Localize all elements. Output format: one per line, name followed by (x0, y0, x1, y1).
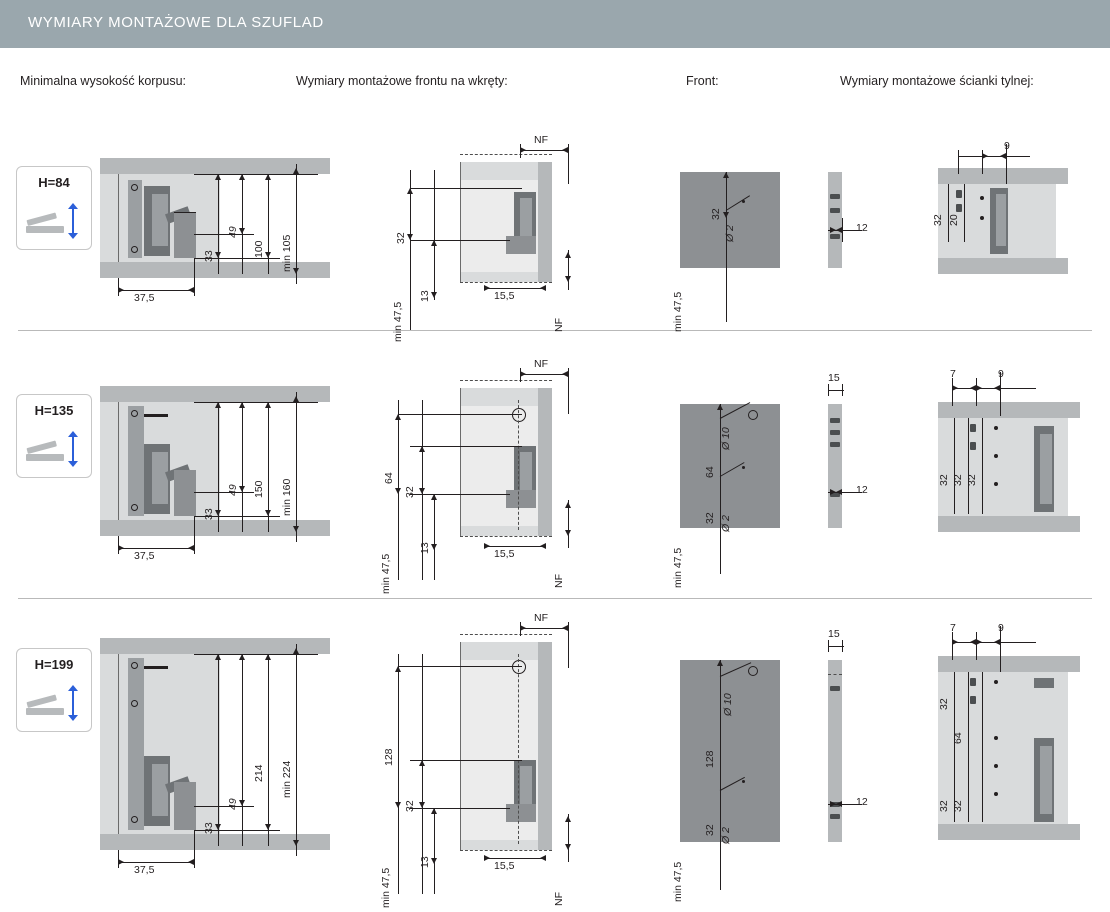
dim-r1c3-min475: min 47,5 (672, 291, 684, 332)
dim-r1c2-nf-bottom: NF (553, 318, 565, 332)
dim-r1c4-32: 32 (932, 214, 944, 226)
dim-r2c2-13: 13 (419, 542, 431, 554)
dim-r1c2-13: 13 (419, 290, 431, 302)
badge-label: H=84 (38, 175, 70, 190)
page-header (0, 0, 1110, 48)
badge-h199 (16, 648, 92, 732)
dim-r2c4-32b: 32 (952, 474, 964, 486)
dim-r3c1-214: 214 (253, 764, 265, 782)
dim-r1c4-9: 9 (1004, 140, 1010, 152)
figure-r2c4-back-wall (930, 368, 1110, 558)
dim-r3c3-32: 32 (704, 824, 716, 836)
dim-r2c3-15: 15 (828, 372, 840, 384)
dim-r2c3-64: 64 (704, 466, 716, 478)
dim-r1c3-12: 12 (856, 222, 868, 234)
dim-r3c4-9: 9 (998, 622, 1004, 634)
drawer-pictogram-icon (26, 685, 82, 719)
dim-r3c3-dia2: Ø 2 (720, 827, 732, 844)
dim-r2c4-32a: 32 (938, 474, 950, 486)
dim-r1c3-dia2: Ø 2 (724, 225, 736, 242)
dim-r3c2-min475: min 47,5 (380, 867, 392, 908)
dim-r3c1-min224: min 224 (281, 760, 293, 798)
dim-r1c2-155: 15,5 (494, 290, 515, 302)
dim-r2c2-nf-top: NF (534, 358, 548, 370)
figure-r1c1-cabinet-section (100, 150, 340, 304)
dim-r2c2-min475: min 47,5 (380, 553, 392, 594)
column-caption-min-height: Minimalna wysokość korpusu: (20, 74, 187, 88)
figure-r3c3-front (672, 628, 880, 902)
dim-r3c1-49: 49 (227, 798, 239, 810)
dim-r3c2-128: 128 (383, 748, 395, 766)
badge-h84 (16, 166, 92, 250)
page-title: WYMIARY MONTAŻOWE DLA SZUFLAD (28, 14, 324, 31)
figure-r2c2-front-screws (380, 358, 598, 594)
column-caption-back-wall: Wymiary montażowe ścianki tylnej: (840, 74, 1034, 88)
dim-r3c3-15: 15 (828, 628, 840, 640)
dim-r2c2-nf-bottom: NF (553, 574, 565, 588)
dim-r3c2-13: 13 (419, 856, 431, 868)
figure-r1c2-front-screws (388, 134, 598, 342)
figure-r1c4-back-wall (930, 140, 1100, 300)
dim-r3c2-nf-top: NF (534, 612, 548, 624)
badge-label: H=199 (34, 657, 74, 672)
dim-r2c4-7: 7 (950, 368, 956, 380)
dim-r1c2-nf-top: NF (534, 134, 548, 146)
dim-r2c3-12: 12 (856, 484, 868, 496)
row-separator-2 (18, 598, 1092, 599)
dim-r3c4-64: 64 (952, 732, 964, 744)
figure-r2c1-cabinet-section (100, 378, 340, 562)
dim-r2c1-375: 37,5 (134, 550, 155, 562)
dim-r3c2-32: 32 (404, 800, 416, 812)
dim-r3c3-12: 12 (856, 796, 868, 808)
dim-r3c4-7: 7 (950, 622, 956, 634)
dim-r3c4-32c: 32 (952, 800, 964, 812)
dim-r2c1-33: 33 (203, 508, 215, 520)
drawer-pictogram-icon (26, 203, 82, 237)
dim-r2c3-32: 32 (704, 512, 716, 524)
badge-h135 (16, 394, 92, 478)
dim-r3c2-155: 15,5 (494, 860, 515, 872)
dim-r2c1-min160: min 160 (281, 478, 293, 516)
dim-r3c3-min475: min 47,5 (672, 861, 684, 902)
column-caption-front-screws: Wymiary montażowe frontu na wkręty: (296, 74, 508, 88)
dim-r1c1-33: 33 (203, 250, 215, 262)
dim-r2c2-32: 32 (404, 486, 416, 498)
dim-r2c1-150: 150 (253, 480, 265, 498)
dim-r1c1-49: 49 (227, 226, 239, 238)
dim-r3c1-375: 37,5 (134, 864, 155, 876)
figure-r2c3-front (672, 372, 880, 588)
dim-r1c2-min475: min 47,5 (392, 301, 404, 342)
dim-r1c2-32: 32 (395, 232, 407, 244)
column-caption-front: Front: (686, 74, 719, 88)
dim-r1c1-100: 100 (253, 240, 265, 258)
dim-r3c1-33: 33 (203, 822, 215, 834)
figure-r3c1-cabinet-section (100, 630, 340, 876)
dim-r3c2-nf-bottom: NF (553, 892, 565, 906)
dim-r2c2-155: 15,5 (494, 548, 515, 560)
dim-r3c4-32b: 32 (938, 800, 950, 812)
dim-r2c4-32c: 32 (966, 474, 978, 486)
figure-r3c2-front-screws (380, 612, 598, 908)
dim-r2c3-dia2: Ø 2 (720, 515, 732, 532)
dim-r2c3-dia10: Ø 10 (720, 427, 732, 450)
dim-r2c2-64: 64 (383, 472, 395, 484)
dim-r2c1-49: 49 (227, 484, 239, 496)
figure-r3c4-back-wall (930, 620, 1110, 880)
dim-r2c4-9: 9 (998, 368, 1004, 380)
dim-r1c1-375: 37,5 (134, 292, 155, 304)
dim-r3c3-dia10: Ø 10 (722, 693, 734, 716)
badge-label: H=135 (34, 403, 74, 418)
dim-r1c3-32: 32 (710, 208, 722, 220)
dim-r1c4-20: 20 (948, 214, 960, 226)
figure-r1c3-front (672, 168, 868, 332)
dim-r2c3-min475: min 47,5 (672, 547, 684, 588)
dim-r3c3-128: 128 (704, 750, 716, 768)
dim-r3c4-32a: 32 (938, 698, 950, 710)
drawer-pictogram-icon (26, 431, 82, 465)
dim-r1c1-min105: min 105 (281, 234, 293, 272)
